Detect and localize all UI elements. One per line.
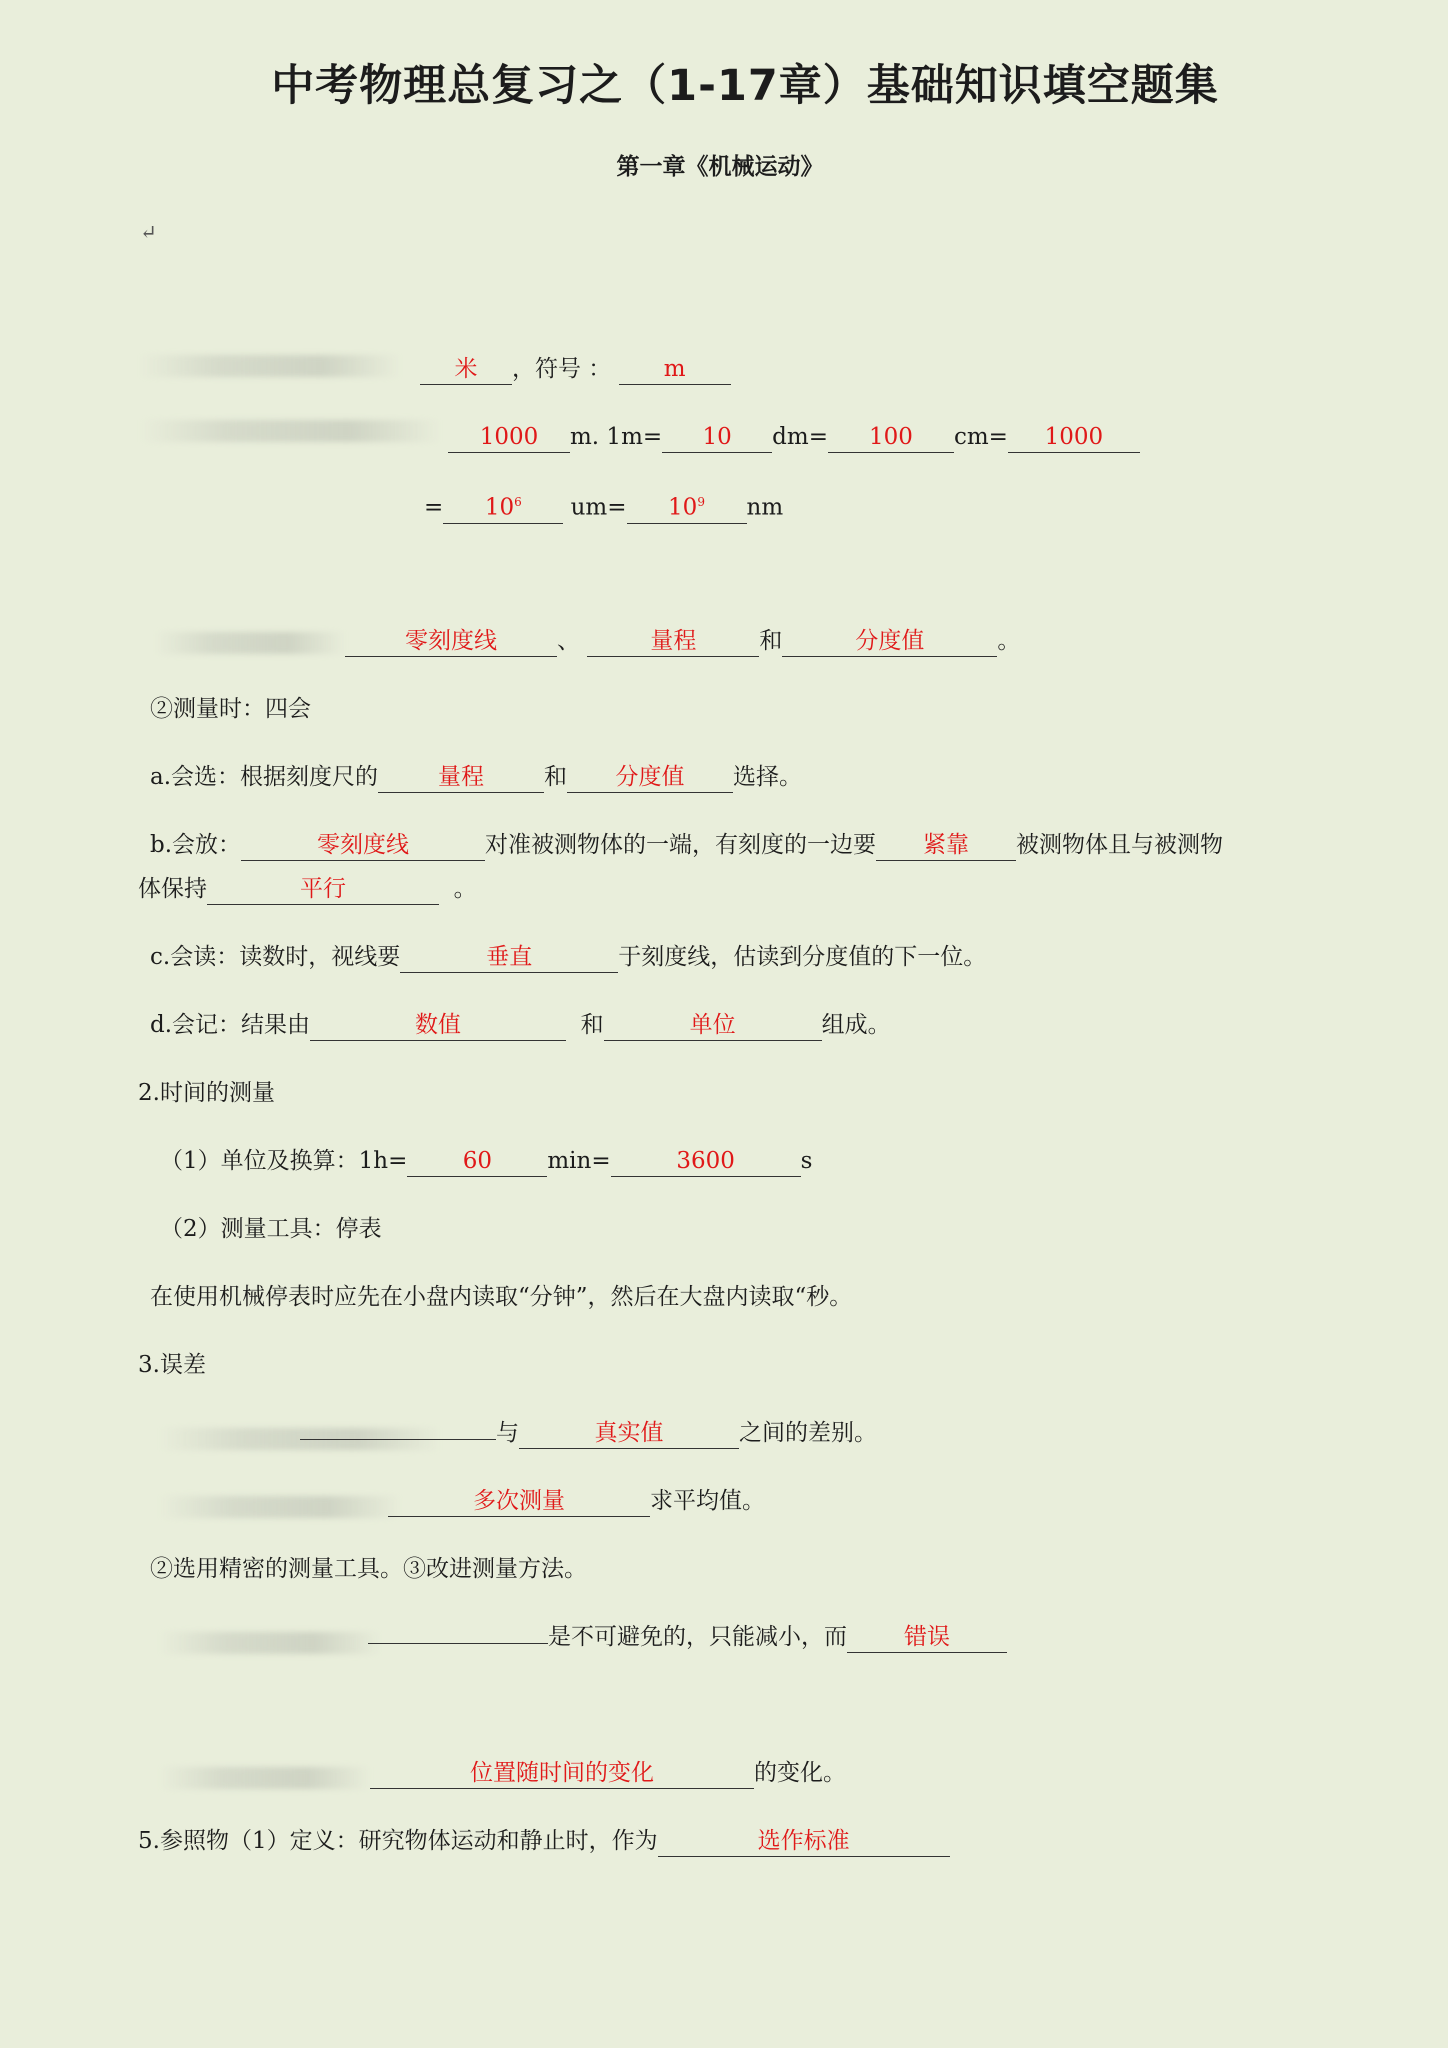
text: dm= bbox=[772, 424, 828, 450]
answer-blank: 真实值 bbox=[519, 1418, 739, 1449]
text: c.会读：读数时，视线要 bbox=[150, 944, 401, 970]
line-length-conversion bbox=[448, 420, 1140, 454]
text: 5.参照物（1）定义：研究物体运动和静止时，作为 bbox=[138, 1828, 658, 1854]
text: um= bbox=[570, 494, 627, 521]
answer-blank: 量程 bbox=[378, 762, 544, 793]
line-stopwatch: 在使用机械停表时应先在小盘内读取“分钟”，然后在大盘内读取“秒。 bbox=[150, 1284, 853, 1310]
answer-blank: 量程 bbox=[587, 626, 759, 657]
line-time-units bbox=[160, 1144, 812, 1178]
answer-blank: 紧靠 bbox=[876, 830, 1016, 861]
smudge bbox=[140, 355, 400, 377]
answer-blank: 分度值 bbox=[567, 762, 733, 793]
chapter-heading: 第一章《机械运动》 bbox=[616, 153, 824, 180]
answer-blank bbox=[300, 1439, 496, 1440]
line-place bbox=[150, 828, 1223, 862]
section-time: 2.时间的测量 bbox=[138, 1080, 275, 1106]
page-title: 中考物理总复习之（1-17章）基础知识填空题集 bbox=[271, 61, 1219, 111]
text: 选择。 bbox=[733, 764, 803, 790]
text: 和 bbox=[580, 1012, 604, 1038]
smudge bbox=[155, 632, 345, 654]
line-micro-nano bbox=[424, 487, 783, 525]
text: 是不可避免的，只能减小，而 bbox=[548, 1624, 847, 1650]
line-motion bbox=[370, 1756, 846, 1790]
text: d.会记：结果由 bbox=[150, 1012, 311, 1038]
answer-blank: 平行 bbox=[207, 874, 439, 905]
text: s bbox=[800, 1148, 813, 1174]
line-error-unavoidable bbox=[368, 1620, 1007, 1654]
text: 被测物体且与被测物 bbox=[1016, 832, 1224, 858]
line-place-cont bbox=[138, 872, 477, 906]
line-read bbox=[150, 940, 986, 974]
answer-blank: 位置随时间的变化 bbox=[370, 1758, 754, 1789]
answer-blank: 垂直 bbox=[400, 942, 618, 973]
text: 。 bbox=[453, 876, 477, 902]
line-methods: ②选用精密的测量工具。③改进测量方法。 bbox=[150, 1556, 587, 1582]
answer-blank bbox=[368, 1643, 548, 1644]
section-error: 3.误差 bbox=[138, 1352, 206, 1378]
answer-blank: 1000 bbox=[448, 422, 570, 453]
text: 组成。 bbox=[821, 1012, 891, 1038]
text: 体保持 bbox=[138, 876, 207, 902]
text: b.会放： bbox=[150, 832, 242, 858]
text: nm bbox=[746, 494, 784, 521]
line-ruler-observe bbox=[345, 624, 1020, 658]
text: m. 1m= bbox=[570, 424, 663, 450]
answer-blank: $10^6$ bbox=[443, 487, 563, 524]
text: （1）单位及换算：1h= bbox=[160, 1148, 408, 1174]
answer-blank: 3600 bbox=[611, 1146, 801, 1177]
answer-blank: m bbox=[619, 354, 731, 385]
answer-blank: 60 bbox=[407, 1146, 547, 1177]
text: 和 bbox=[544, 764, 568, 790]
line-select bbox=[150, 760, 802, 794]
answer-blank: 错误 bbox=[847, 1622, 1007, 1653]
smudge bbox=[160, 1767, 370, 1789]
smudge bbox=[160, 1496, 400, 1518]
smudge bbox=[140, 420, 440, 442]
line-record bbox=[150, 1008, 891, 1042]
answer-blank: 数值 bbox=[310, 1010, 566, 1041]
answer-blank: 米 bbox=[420, 354, 512, 385]
paragraph-mark: ↵ bbox=[140, 220, 157, 244]
answer-blank: 分度值 bbox=[782, 626, 997, 657]
answer-blank: 单位 bbox=[604, 1010, 822, 1041]
answer-blank: 选作标准 bbox=[658, 1826, 950, 1857]
text: 求平均值。 bbox=[650, 1488, 765, 1514]
text: 与 bbox=[496, 1420, 519, 1446]
text: cm= bbox=[953, 424, 1008, 450]
answer-blank: 零刻度线 bbox=[345, 626, 557, 657]
answer-blank: 1000 bbox=[1008, 422, 1140, 453]
line-error-def bbox=[300, 1416, 877, 1450]
answer-blank: 100 bbox=[828, 422, 954, 453]
answer-blank: 10 bbox=[662, 422, 772, 453]
text: 、 bbox=[557, 628, 580, 654]
text: 之间的差别。 bbox=[739, 1420, 877, 1446]
text: 和 bbox=[759, 628, 783, 654]
text: 对准被测物体的一端，有刻度的一边要 bbox=[485, 832, 877, 858]
text: min= bbox=[547, 1148, 611, 1174]
line-error-reduce bbox=[388, 1484, 765, 1518]
text: ，符号 ： bbox=[512, 356, 612, 382]
text: a.会选：根据刻度尺的 bbox=[150, 764, 379, 790]
line-reference bbox=[138, 1824, 950, 1858]
line-unit-meter bbox=[420, 352, 731, 386]
text: 于刻度线，估读到分度值的下一位。 bbox=[618, 944, 987, 970]
line-measure-four: ②测量时：四会 bbox=[150, 696, 311, 722]
line-time-tool: （2）测量工具：停表 bbox=[160, 1216, 382, 1242]
answer-blank: 多次测量 bbox=[388, 1486, 650, 1517]
answer-blank: 零刻度线 bbox=[241, 830, 485, 861]
text: 的变化。 bbox=[754, 1760, 846, 1786]
text: 。 bbox=[997, 628, 1021, 654]
smudge bbox=[160, 1632, 380, 1654]
answer-blank: $10^9$ bbox=[627, 487, 747, 524]
text: = bbox=[424, 494, 444, 521]
